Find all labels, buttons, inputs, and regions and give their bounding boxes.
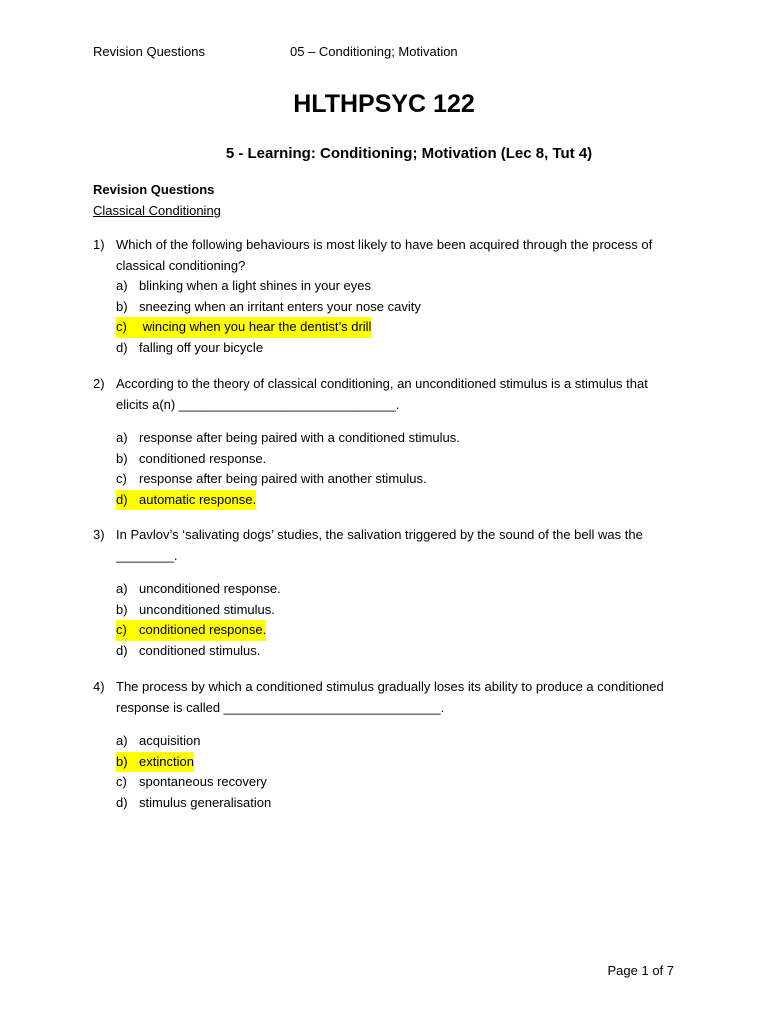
- option-text: conditioned response.: [139, 450, 267, 466]
- option-letter: b): [116, 601, 128, 617]
- option-letter: b): [116, 450, 128, 466]
- question-number: 1): [93, 237, 105, 252]
- question-number: 2): [93, 376, 105, 391]
- option-text: extinction: [139, 753, 194, 769]
- option-text: falling off your bicycle: [139, 339, 264, 355]
- option-letter: a): [116, 733, 128, 748]
- question-number: 3): [93, 527, 105, 542]
- option-c: [93, 469, 683, 490]
- answer-highlight: [116, 490, 256, 511]
- option-text: conditioned response.: [139, 622, 267, 637]
- option-letter: b): [116, 298, 128, 314]
- option-letter: a): [116, 430, 128, 445]
- option-text: wincing when you hear the dentist’s drill: [139, 319, 372, 334]
- option-text: response after being paired with a conditioned stimulus.: [139, 430, 460, 445]
- option-a: [93, 276, 683, 297]
- option-text: sneezing when an irritant enters your nose cavity: [139, 298, 421, 314]
- option-letter: d): [116, 642, 128, 658]
- option-text: automatic response.: [139, 491, 257, 507]
- option-letter: c): [116, 319, 127, 334]
- option-letter: d): [116, 491, 128, 507]
- question-text: According to the theory of classical conditioning, an unconditioned stimulus is a stimulus that elicits a(n) ______________________________.: [116, 376, 648, 412]
- option-c-answer: [93, 317, 683, 338]
- course-code: HLTHPSYC 122: [293, 90, 475, 118]
- option-a: [93, 428, 683, 449]
- options-list: [93, 731, 683, 813]
- option-d: [93, 338, 683, 359]
- option-letter: d): [116, 794, 128, 810]
- option-text: blinking when a light shines in your eyes: [139, 278, 371, 293]
- question-3: [93, 525, 683, 661]
- option-a: [93, 731, 683, 752]
- option-text: unconditioned stimulus.: [139, 601, 275, 617]
- answer-highlight: [116, 317, 371, 338]
- option-d-answer: [93, 490, 683, 511]
- header-left: Revision Questions: [93, 44, 205, 59]
- option-text: stimulus generalisation: [139, 794, 272, 810]
- question-text: The process by which a conditioned stimulus gradually loses its ability to produce a conditioned response is called ______________________________.: [116, 679, 664, 715]
- question-2: [93, 374, 683, 510]
- option-letter: c): [116, 774, 127, 789]
- page-number: Page 1 of 7: [607, 963, 674, 978]
- answer-highlight: [116, 752, 194, 773]
- options-list: [93, 428, 683, 510]
- question-text: In Pavlov’s ‘salivating dogs’ studies, the salivation triggered by the sound of the bell was the ________.: [116, 527, 643, 563]
- option-text: acquisition: [139, 733, 201, 748]
- question-number: 4): [93, 679, 105, 694]
- document-subtitle: 5 - Learning: Conditioning; Motivation (Lec 8, Tut 4): [225, 145, 593, 162]
- option-letter: a): [116, 581, 128, 596]
- option-b: [93, 449, 683, 470]
- question-4: [93, 677, 683, 813]
- option-letter: c): [116, 622, 127, 637]
- option-letter: b): [116, 753, 128, 769]
- option-b: [93, 297, 683, 318]
- option-letter: a): [116, 278, 128, 293]
- section-title: Revision Questions: [93, 182, 215, 197]
- question-text: Which of the following behaviours is most likely to have been acquired through the process of classical conditioning?: [116, 237, 653, 273]
- option-c-answer: [93, 620, 683, 641]
- option-letter: d): [116, 339, 128, 355]
- option-text: conditioned stimulus.: [139, 642, 261, 658]
- option-d: [93, 793, 683, 814]
- option-d: [93, 641, 683, 662]
- section-subtitle: Classical Conditioning: [93, 203, 221, 218]
- option-c: [93, 772, 683, 793]
- question-1: [93, 235, 683, 358]
- option-b-answer: [93, 752, 683, 773]
- option-a: [93, 579, 683, 600]
- options-list: [93, 579, 683, 661]
- header-right: 05 – Conditioning; Motivation: [290, 44, 458, 59]
- answer-highlight: [116, 620, 266, 641]
- option-text: unconditioned response.: [139, 581, 281, 596]
- option-text: response after being paired with another stimulus.: [139, 471, 427, 486]
- option-text: spontaneous recovery: [139, 774, 267, 789]
- option-b: [93, 600, 683, 621]
- option-letter: c): [116, 471, 127, 486]
- options-list: [93, 276, 683, 358]
